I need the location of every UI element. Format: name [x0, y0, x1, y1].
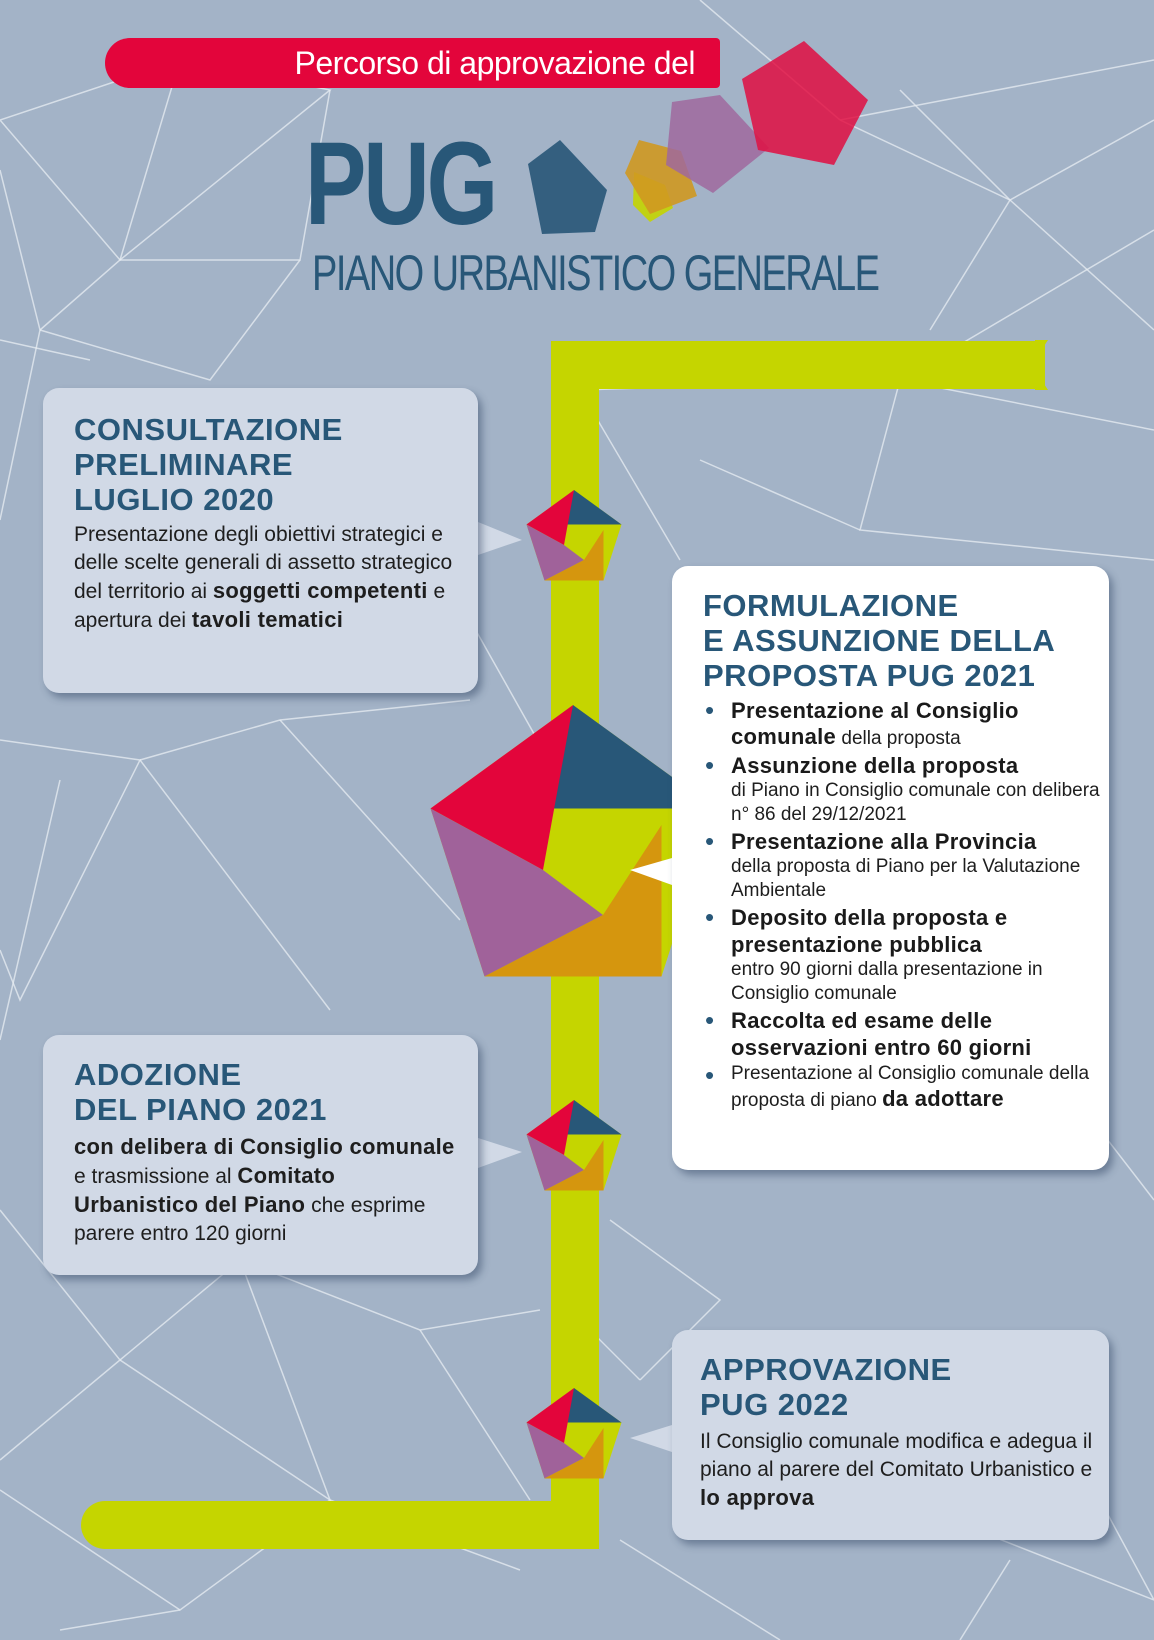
callout-pointer: [478, 1138, 522, 1168]
step-bullet-list: [703, 697, 1103, 1113]
step-title: FORMULAZIONE E ASSUNZIONE DELLA PROPOSTA PUG 2021: [703, 588, 1056, 693]
timeline-pentagon-marker: [527, 490, 622, 581]
logo-subtitle: PIANO URBANISTICO GENERALE: [312, 245, 879, 301]
step-description: Presentazione degli obiettivi strategici e delle scelte generali di assetto strategico del territorio ai soggetti competenti e apertura dei tavoli tematici: [74, 523, 453, 632]
step-approvazione-box: [672, 1330, 1109, 1540]
step-formulazione-box: [672, 566, 1109, 1170]
list-item: • Presentazione al Consiglio comunale della proposta di piano da adottare: [703, 1062, 1103, 1113]
banner-title: Percorso di approvazione del: [294, 45, 695, 81]
step-description: Il Consiglio comunale modifica e adegua il piano al parere del Comitato Urbanistico e lo approva: [700, 1430, 1093, 1510]
list-item: • Raccolta ed esame delle osservazioni entro 60 giorni: [703, 1007, 1103, 1061]
timeline-pentagon-marker: [527, 1100, 622, 1191]
step-description: con delibera di Consiglio comunale e trasmissione al Comitato Urbanistico del Piano che esprime parere entro 120 giorni: [74, 1134, 455, 1245]
header-banner: [105, 38, 720, 88]
logo-title: PUG: [305, 118, 496, 250]
step-title: ADOZIONE DEL PIANO 2021: [74, 1057, 327, 1127]
callout-pointer: [630, 1425, 672, 1452]
step-consultazione-box: [43, 388, 478, 693]
step-adozione-box: [43, 1035, 478, 1275]
list-item: • Assunzione della proposta di Piano in Consiglio comunale con delibera n° 86 del 29/12/2021: [703, 752, 1103, 827]
step-title: CONSULTAZIONE PRELIMINARE LUGLIO 2020: [74, 412, 343, 517]
list-item: • Presentazione al Consiglio comunale della proposta: [703, 697, 1103, 751]
list-item: • Presentazione alla Provincia della proposta di Piano per la Valutazione Ambientale: [703, 828, 1103, 903]
list-item: • Deposito della proposta e presentazione pubblica entro 90 giorni dalla presentazione in Consiglio comunale: [703, 904, 1103, 1006]
step-title: APPROVAZIONE PUG 2022: [700, 1352, 952, 1422]
callout-pointer: [478, 522, 522, 555]
timeline-pentagon-marker: [527, 1388, 622, 1479]
